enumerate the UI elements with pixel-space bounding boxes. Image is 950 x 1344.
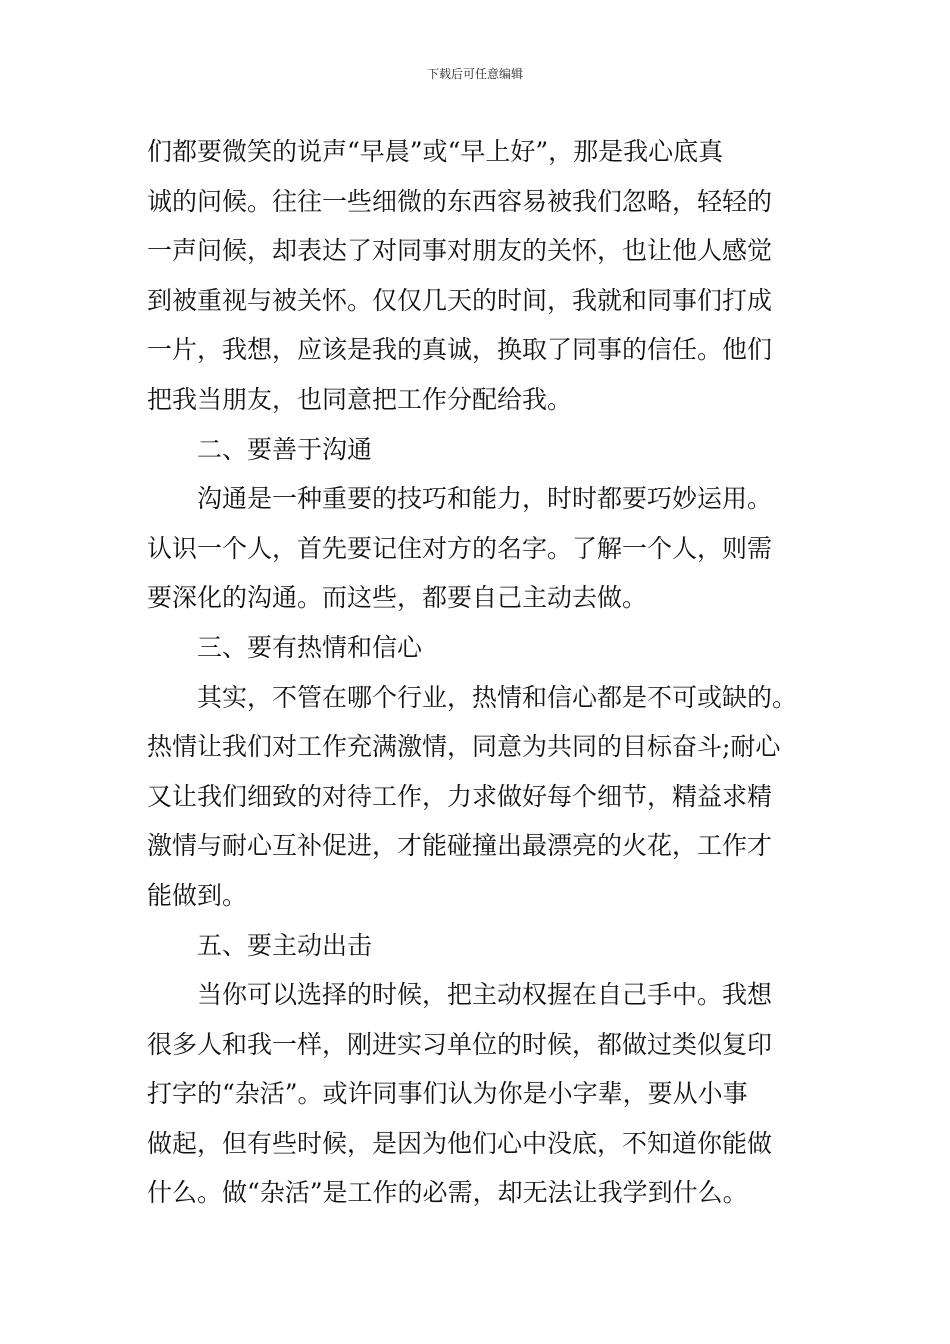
text-line: 一片，我想，应该是我的真诚，换取了同事的信任。他们 xyxy=(147,335,773,365)
text-line: 把我当朋友，也同意把工作分配给我。 xyxy=(147,384,573,414)
text-line: 什么。做“杂活”是工作的必需，却无法让我学到什么。 xyxy=(147,1178,748,1208)
text-line: 沟通是一种重要的技巧和能力，时时都要巧妙运用。 xyxy=(197,484,773,514)
text-line: 们都要微笑的说声“早晨”或“早上好”，那是我心底真 xyxy=(147,137,724,166)
text-line: 又让我们细致的对待工作，力求做好每个细节，精益求精 xyxy=(147,781,773,811)
document-body xyxy=(147,127,847,1218)
section-heading: 二、要善于沟通 xyxy=(197,434,373,464)
text-line: 一声问候，却表达了对同事对朋友的关怀，也让他人感觉 xyxy=(147,236,773,266)
section-heading: 三、要有热情和信心 xyxy=(197,632,423,662)
text-line: 激情与耐心互补促进，才能碰撞出最漂亮的火花，工作才 xyxy=(147,831,773,861)
page-header: 下载后可任意编辑 xyxy=(426,67,523,81)
text-line: 热情让我们对工作充满激情，同意为共同的目标奋斗;耐心 xyxy=(147,732,781,762)
text-line: 要深化的沟通。而这些，都要自己主动去做。 xyxy=(147,583,648,613)
text-line: 打字的“杂活”。或许同事们认为你是小字辈，要从小事 xyxy=(147,1079,748,1109)
text-line: 诚的问候。往往一些细微的东西容易被我们忽略，轻轻的 xyxy=(147,186,773,216)
section-heading: 五、要主动出击 xyxy=(197,930,373,960)
text-line: 很多人和我一样，刚进实习单位的时候，都做过类似复印 xyxy=(147,1029,773,1059)
text-line: 能做到。 xyxy=(147,880,248,910)
text-line: 认识一个人，首先要记住对方的名字。了解一个人，则需 xyxy=(147,533,773,563)
text-line: 其实，不管在哪个行业，热情和信心都是不可或缺的。 xyxy=(197,682,798,712)
text-line: 到被重视与被关怀。仅仅几天的时间，我就和同事们打成 xyxy=(147,285,773,315)
text-line: 当你可以选择的时候，把主动权握在自己手中。我想 xyxy=(197,980,773,1010)
text-line: 做起，但有些时候，是因为他们心中没底，不知道你能做 xyxy=(147,1128,773,1158)
